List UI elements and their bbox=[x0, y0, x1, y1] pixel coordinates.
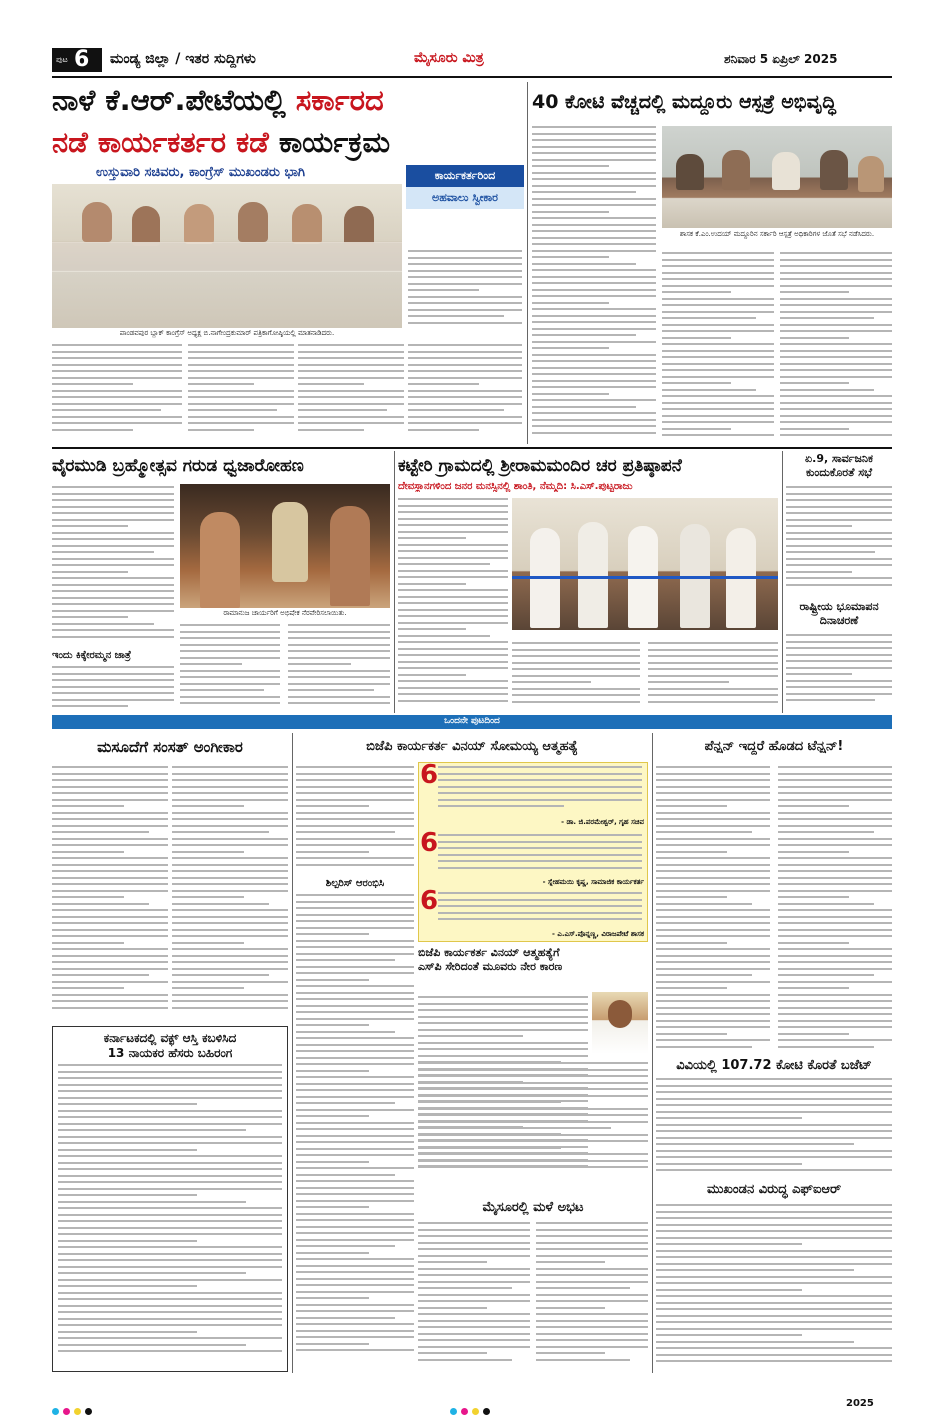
vairamudi-body-col3 bbox=[288, 624, 390, 712]
col-c-body-1 bbox=[656, 766, 770, 1056]
meeting-title-2: ಕುಂದುಕೊರತೆ ಸಭೆ bbox=[805, 466, 873, 479]
budget-headline: ವಿವಿಯಲ್ಲಿ 107.72 ಕೋಟಿ ಕೊರತೆ ಬಜೆಟ್ bbox=[676, 1058, 872, 1073]
col-b-subheadline: ಶಿಲ್ಪರಿಸ್ ಆರಂಭಿಸಿ bbox=[325, 878, 385, 889]
katteri-headline: ಕಟ್ಟೇರಿ ಗ್ರಾಮದಲ್ಲಿ ಶ್ರೀರಾಮಮಂದಿರ ಚರ ಪ್ರತಿಷ್ಠಾಪನೆ bbox=[398, 456, 682, 476]
issue-date: ಶನಿವಾರ 5 ಏಪ್ರಿಲ್ 2025 bbox=[724, 52, 838, 66]
quote-3-attrib: - ಎ.ಎಸ್.ಪೊನ್ನಣ್ಣ, ವಿರಾಜಪೇಟೆ ಶಾಸಕ bbox=[552, 930, 644, 938]
kikkeramma-body bbox=[52, 666, 174, 712]
col-a-body-2 bbox=[172, 766, 288, 1022]
quote-mark-1: 6 bbox=[420, 760, 439, 790]
col-c-headline: ಪೆನ್ಷನ್ ಇದ್ದರೆ ಹೊಡದ ಟೆನ್ಷನ್! bbox=[704, 739, 844, 754]
bjp-box-body-2 bbox=[418, 1062, 648, 1176]
footer-year: 2025 bbox=[846, 1398, 874, 1409]
page-label: ಪುಟ bbox=[56, 55, 68, 64]
grievance-box-title-2: ಅಹವಾಲು ಸ್ವೀಕಾರ bbox=[406, 187, 524, 209]
waqf-box-body bbox=[58, 1064, 282, 1364]
mysuru-rain-headline: ಮೈಸೂರಲ್ಲಿ ಮಳೆ ಅಭಟ bbox=[482, 1200, 584, 1215]
maddur-body-col2 bbox=[662, 252, 774, 444]
lead-headline-1a: ನಾಳೆ ಕೆ.ಆರ್.ಪೇಟೆಯಲ್ಲಿ bbox=[52, 83, 296, 117]
lead-body-col4 bbox=[408, 344, 522, 440]
masthead-rule bbox=[52, 76, 892, 78]
katteri-body-col2 bbox=[512, 642, 640, 712]
col-b-headline: ಬಿಜೆಪಿ ಕಾರ್ಯಕರ್ತ ವಿನಯ್ ಸೋಮಯ್ಯ ಆತ್ಮಹತ್ಯೆ bbox=[366, 739, 578, 754]
vairamudi-body-col1 bbox=[52, 486, 174, 646]
page-number-badge bbox=[52, 48, 102, 72]
col-b-body-1 bbox=[296, 766, 414, 876]
vairamudi-photo bbox=[180, 484, 390, 608]
katteri-subhead: ದೇವಸ್ಥಾನಗಳಿಂದ ಜನರ ಮನಸ್ಸಿನಲ್ಲಿ ಶಾಂತಿ, ನೆಮ್ಮದಿ: ಸಿ.ಎಸ್.ಪುಟ್ಟರಾಜು bbox=[398, 481, 633, 492]
section-title: ಮಂಡ್ಯ ಜಿಲ್ಲಾ / ಇತರ ಸುದ್ದಿಗಳು bbox=[110, 51, 256, 67]
katteri-photo bbox=[512, 498, 778, 630]
mysuru-rain-body-2 bbox=[536, 1222, 648, 1372]
grievance-box-title-1: ಕಾರ್ಯಕರ್ತರಿಂದ bbox=[406, 165, 524, 187]
vairamudi-photo-caption: ರಾಮಾನುಜ ಚಾರ್ಯರಿಗೆ ಅಭಿಷೇಕ ನೆರವೇರಿಸಲಾಯಿತು. bbox=[223, 609, 347, 617]
katteri-body-col3 bbox=[648, 642, 778, 712]
vairamudi-headline: ವೈರಮುಡಿ ಬ್ರಹ್ಮೋತ್ಸವ ಗರುಡ ಧ್ವಜಾರೋಹಣ bbox=[52, 456, 304, 476]
waqf-box-headline-2: 13 ನಾಯಕರ ಹೆಸರು ಬಹಿರಂಗ bbox=[107, 1046, 233, 1060]
grievance-box-text bbox=[408, 250, 522, 330]
color-registration-dots-left bbox=[52, 1400, 96, 1419]
meeting-title-1: ಏ.9, ಸಾರ್ವಜನಿಕ bbox=[805, 452, 873, 465]
survey-day-title-1: ರಾಷ್ಟ್ರೀಯ ಭೂಮಾಪನ bbox=[799, 600, 879, 613]
waqf-box-headline-1: ಕರ್ನಾಟಕದಲ್ಲಿ ವಕ್ಫ್ ಆಸ್ತಿ ಕಬಳಿಸಿದ bbox=[103, 1031, 237, 1045]
lead-headline-2a: ನಡೆ ಕಾರ್ಯಕರ್ತರ ಕಡೆ bbox=[52, 125, 279, 159]
lead-body-col2 bbox=[188, 344, 294, 440]
lead-body-col3 bbox=[298, 344, 404, 440]
maddur-body-col1 bbox=[532, 126, 656, 444]
bjp-box-headline-2: ಎಸ್‌ಪಿ ಸೇರಿದಂತೆ ಮೂವರು ನೇರ ಕಾರಣ bbox=[418, 960, 563, 973]
maddur-photo-caption: ಶಾಸಕ ಕೆ.ಎಂ.ಉದಯ್ ಮದ್ದೂರಿನ ಸರ್ಕಾರಿ ಆಸ್ಪತ್ರೆ ಅಧಿಕಾರಿಗಳ ಜೊತೆ ಸಭೆ ನಡೆಸಿದರು. bbox=[679, 230, 875, 238]
survey-day-title-2: ದಿನಾಚರಣೆ bbox=[819, 614, 859, 627]
katteri-body-col1 bbox=[398, 498, 508, 712]
quote-mark-2: 6 bbox=[420, 828, 439, 858]
quote-1-text bbox=[438, 766, 642, 812]
continued-banner-label: ಒಂದನೇ ಪುಟದಿಂದ bbox=[444, 716, 500, 726]
col-b-body-2 bbox=[296, 894, 414, 1372]
fir-headline: ಮುಖಂಡನ ವಿರುದ್ಧ ಎಫ್‌ಐಆರ್ bbox=[706, 1182, 842, 1197]
quote-1-attrib: - ಡಾ. ಜಿ.ಪರಮೇಶ್ವರ್, ಗೃಹ ಸಚಿವ bbox=[561, 818, 644, 826]
maddur-body-col3 bbox=[780, 252, 892, 444]
quote-2-attrib: - ಸ್ನೇಹಮಯಿ ಕೃಷ್ಣ, ಸಾಮಾಜಿಕ ಕಾರ್ಯಕರ್ತ bbox=[542, 878, 644, 886]
quote-2-text bbox=[438, 834, 642, 874]
lead-photo bbox=[52, 184, 402, 328]
quote-3-text bbox=[438, 892, 642, 926]
survey-day-brief bbox=[786, 600, 892, 628]
lead-body-col1 bbox=[52, 344, 182, 440]
bjp-box bbox=[418, 946, 648, 994]
masthead bbox=[52, 48, 892, 74]
vairamudi-body-col2 bbox=[180, 624, 280, 712]
lead-photo-caption: ಪಾಂಡವಪುರ ಬ್ಲಾಕ್ ಕಾಂಗ್ರೆಸ್ ಅಧ್ಯಕ್ಷ ಬಿ.ನಾಗೇಂದ್ರಕುಮಾರ್ ಪತ್ರಿಕಾಗೋಷ್ಠಿಯಲ್ಲಿ ಮಾತನಾಡಿದರು. bbox=[119, 329, 335, 337]
bjp-box-headline-1: ಬಿಜೆಪಿ ಕಾರ್ಯಕರ್ತ ವಿನಯ್ ಆತ್ಮಹತ್ಯೆಗೆ bbox=[418, 946, 560, 959]
minister-photo bbox=[592, 992, 648, 1054]
meeting-body bbox=[786, 486, 892, 596]
color-registration-dots-center bbox=[450, 1400, 494, 1419]
lead-headline-line2 bbox=[52, 122, 520, 162]
col-a-headline: ಮಸೂದೆಗೆ ಸಂಸತ್ ಅಂಗೀಕಾರ bbox=[97, 738, 243, 756]
col-c-body-2 bbox=[778, 766, 892, 1056]
page-number: 6 bbox=[74, 47, 90, 72]
budget-body bbox=[656, 1078, 892, 1178]
mysuru-rain-body-1 bbox=[418, 1222, 530, 1372]
quote-mark-3: 6 bbox=[420, 886, 439, 916]
survey-day-body bbox=[786, 634, 892, 712]
fir-body bbox=[656, 1204, 892, 1372]
kikkeramma-headline: ಇಂದು ಕಿಕ್ಕೇರಮ್ಮನ ಜಾತ್ರೆ bbox=[52, 650, 132, 661]
maddur-headline: 40 ಕೋಟಿ ವೆಚ್ಚದಲ್ಲಿ ಮದ್ದೂರು ಆಸ್ಪತ್ರೆ ಅಭಿವೃದ್ಧಿ bbox=[532, 91, 837, 113]
paper-name: ಮೈಸೂರು ಮಿತ್ರ bbox=[414, 50, 484, 66]
lead-headline-line1 bbox=[52, 80, 520, 120]
meeting-brief bbox=[786, 452, 892, 480]
lead-headline-1b: ಸರ್ಕಾರದ bbox=[295, 83, 384, 117]
grievance-box bbox=[406, 165, 524, 223]
maddur-photo bbox=[662, 126, 892, 228]
col-a-body-1 bbox=[52, 766, 168, 1022]
lead-subhead: ಉಸ್ತುವಾರಿ ಸಚಿವರು, ಕಾಂಗ್ರೆಸ್ ಮುಖಂಡರು ಭಾಗಿ bbox=[96, 165, 306, 180]
continued-banner bbox=[52, 715, 892, 729]
lead-headline-2b: ಕಾರ್ಯಕ್ರಮ bbox=[278, 125, 391, 159]
